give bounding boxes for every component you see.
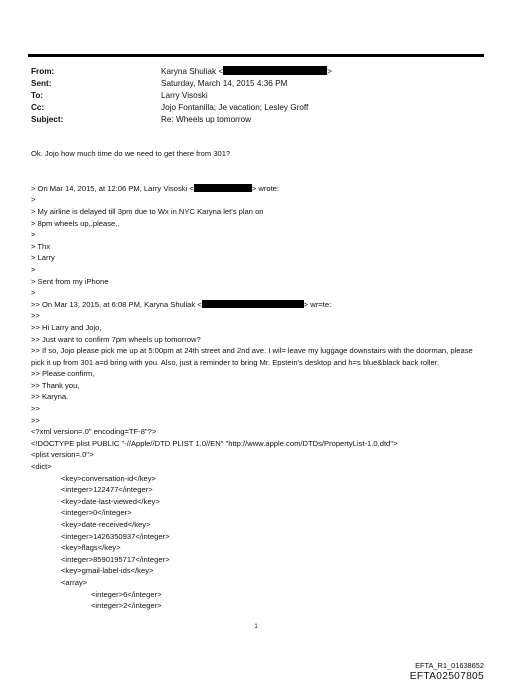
body-line: <array>: [61, 577, 88, 587]
body-line: <dict>: [31, 462, 52, 472]
quote-header-tail: > wr=te:: [303, 299, 332, 309]
subject-row: [31, 114, 332, 126]
body-line: >>: [31, 415, 40, 425]
body-line: >> If so, Jojo please pick me up at 5:00pm at 24th street and 2nd ave. I wil= leave my luggage downstairs with the doorman, please pick it up from 301 a=d bring with you. Also, just a reminder to bring Mr. Epstein's desktop and h=s blue&black back roller.: [31, 346, 475, 367]
body-line: <integer>8590195717</integer>: [61, 554, 170, 564]
body-line: <integer>6</integer>: [91, 589, 162, 599]
sent-row: [31, 78, 332, 90]
body-line: <key>date-last-viewed</key>: [61, 496, 160, 506]
body-line: >> Hi Larry and Jojo,: [31, 322, 102, 332]
body-line: >: [31, 195, 36, 205]
redaction-box: [194, 184, 252, 192]
body-line: >: [31, 230, 36, 240]
body-line: <?xml version=.0" encoding=TF-8"?>: [31, 427, 157, 437]
body-line: >>: [31, 404, 40, 414]
body-line: >> Karyna.: [31, 392, 69, 402]
redaction-box: [223, 66, 327, 75]
body-line: >: [31, 288, 36, 298]
body-line: <key>conversation-id</key>: [61, 473, 156, 483]
from-name: Karyna Shuliak <: [161, 67, 224, 76]
body-line: > 8pm wheels up,.please,.: [31, 218, 120, 228]
body-line: [31, 299, 486, 311]
body-line: <integer>122477</integer>: [61, 485, 153, 495]
from-tail: >: [327, 67, 332, 76]
body-line: >: [31, 264, 36, 274]
subject-value: Re: Wheels up tomorrow: [161, 115, 252, 124]
cc-row: [31, 102, 332, 114]
body-line: <key>flags</key>: [61, 543, 121, 553]
bates-id-small: EFTA_R1_01638652: [415, 661, 484, 670]
from-value: [161, 66, 332, 78]
body-line: >> Please confirm,: [31, 369, 95, 379]
cc-value: Jojo Fontanilla; Je vacation; Lesley Groff: [161, 103, 309, 112]
body-line: > My airline is delayed till 3pm due to Wx in NYC Karyna let's plan on: [31, 206, 264, 216]
body-line: <integer>1426350937</integer>: [61, 531, 170, 541]
body-line: <plist version=.0">: [31, 450, 94, 460]
sent-label: Sent:: [31, 79, 52, 88]
body-line: Ok. Jojo how much time do we need to get there from 301?: [31, 149, 231, 158]
body-line: > Larry: [31, 253, 55, 263]
from-row: [31, 66, 332, 78]
subject-label: Subject:: [31, 115, 64, 124]
quote-header-text: >> On Mar 13, 2015, at 6:08 PM, Karyna Shuliak <: [31, 299, 202, 309]
body-line: <!DOCTYPE plist PUBLIC "-//Apple//DTD PLIST 1.0//EN" "http://www.apple.com/DTDs/PropertyList-1.0.dtd">: [31, 438, 398, 448]
body-line: [31, 183, 486, 195]
cc-label: Cc:: [31, 103, 45, 112]
bates-id-large: EFTA02507805: [409, 671, 484, 682]
body-line: <key>gmail-label-ids</key>: [61, 566, 154, 576]
sent-value: Saturday, March 14, 2015 4:36 PM: [161, 79, 288, 88]
quote-header-tail: > wrote:: [251, 183, 280, 193]
email-header: [31, 66, 332, 126]
body-line: > Sent from my iPhone: [31, 276, 109, 286]
body-line: <key>date-received</key>: [61, 520, 151, 529]
page-number: 1: [254, 624, 258, 630]
redaction-box: [202, 300, 304, 308]
to-label: To:: [31, 91, 44, 100]
from-label: From:: [31, 67, 55, 76]
to-value: Larry Visoski: [161, 91, 208, 100]
body-line: <integer>2</integer>: [91, 601, 162, 611]
body-line: >>: [31, 311, 40, 321]
body-line: > Thx: [31, 241, 51, 251]
quote-header-text: > On Mar 14, 2015, at 12:06 PM, Larry Visoski <: [31, 183, 194, 193]
to-row: [31, 90, 332, 102]
email-body: [31, 148, 486, 612]
body-line: <integer>0</integer>: [61, 508, 132, 518]
header-rule: [28, 54, 484, 57]
body-line: >> Just want to confirm 7pm wheels up tomorrow?: [31, 334, 201, 344]
body-line: >> Thank you,: [31, 380, 80, 390]
